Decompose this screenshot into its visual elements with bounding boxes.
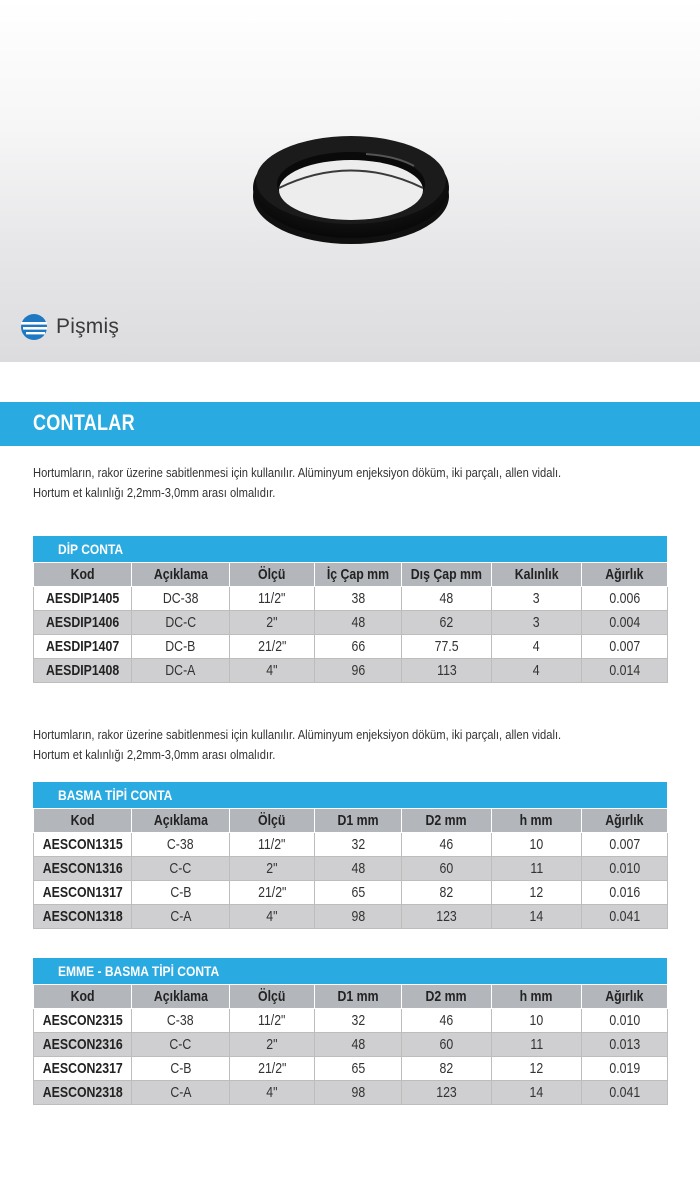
column-header: h mm — [492, 809, 582, 833]
table-cell: 11 — [492, 1033, 582, 1057]
table-cell: 4 — [492, 635, 582, 659]
table-cell: 21/2" — [230, 1057, 315, 1081]
product-code: AESCON1318 — [34, 905, 132, 929]
section-title: CONTALAR — [33, 410, 135, 435]
table-title: BASMA TİPİ CONTA — [33, 782, 667, 808]
table-cell: 46 — [402, 833, 492, 857]
column-header: h mm — [492, 985, 582, 1009]
table-row — [34, 881, 668, 905]
table-cell: 0.004 — [582, 611, 668, 635]
table-cell: 48 — [315, 1033, 402, 1057]
table-cell: DC-C — [132, 611, 230, 635]
table-header-row — [34, 563, 668, 587]
table-cell: 12 — [492, 1057, 582, 1081]
column-header: D2 mm — [402, 809, 492, 833]
table-cell: 11/2" — [230, 1009, 315, 1033]
table-cell: 96 — [315, 659, 402, 683]
table-row — [34, 1057, 668, 1081]
product-code: AESDIP1406 — [34, 611, 132, 635]
product-code: AESDIP1407 — [34, 635, 132, 659]
product-code: AESDIP1405 — [34, 587, 132, 611]
table-row — [34, 857, 668, 881]
table-cell: C-B — [132, 1057, 230, 1081]
table-cell: 2" — [230, 1033, 315, 1057]
table-cell: 48 — [402, 587, 492, 611]
column-header: Kod — [34, 809, 132, 833]
table-cell: 0.014 — [582, 659, 668, 683]
table-cell: 82 — [402, 881, 492, 905]
table-cell: 0.016 — [582, 881, 668, 905]
table-cell: 32 — [315, 833, 402, 857]
table-cell: 32 — [315, 1009, 402, 1033]
table-cell: 4" — [230, 905, 315, 929]
table-row — [34, 1009, 668, 1033]
table-cell: 4" — [230, 1081, 315, 1105]
brand-name: Pişmiş — [56, 315, 120, 338]
column-header: D1 mm — [315, 809, 402, 833]
table-row — [34, 905, 668, 929]
table-cell: 98 — [315, 1081, 402, 1105]
table-title: DİP CONTA — [33, 536, 667, 562]
column-header: Ölçü — [230, 809, 315, 833]
table-row — [34, 833, 668, 857]
table-cell: 62 — [402, 611, 492, 635]
table-title: EMME - BASMA TİPİ CONTA — [33, 958, 667, 984]
table-cell: C-C — [132, 857, 230, 881]
table-cell: DC-A — [132, 659, 230, 683]
product-code: AESCON2315 — [34, 1009, 132, 1033]
table-cell: 12 — [492, 881, 582, 905]
product-code: AESCON2317 — [34, 1057, 132, 1081]
description-line: Hortumların, rakor üzerine sabitlenmesi için kullanılır. Alüminyum enjeksiyon döküm, iki parçalı, allen vidalı. — [33, 727, 562, 742]
table-cell: 38 — [315, 587, 402, 611]
table-cell: 77.5 — [402, 635, 492, 659]
table-cell: 65 — [315, 1057, 402, 1081]
product-hero — [0, 0, 700, 362]
table-cell: 0.010 — [582, 1009, 668, 1033]
table-cell: 0.019 — [582, 1057, 668, 1081]
product-table-emme-basma-tipi-conta — [33, 958, 667, 1105]
table-cell: C-38 — [132, 833, 230, 857]
table-cell: 123 — [402, 905, 492, 929]
table-cell: 65 — [315, 881, 402, 905]
pismis-logo-icon — [20, 313, 48, 341]
table-cell: 0.041 — [582, 1081, 668, 1105]
column-header: Ölçü — [230, 563, 315, 587]
table-cell: 21/2" — [230, 881, 315, 905]
table-cell: 113 — [402, 659, 492, 683]
table-cell: 60 — [402, 857, 492, 881]
table-cell: 14 — [492, 1081, 582, 1105]
column-header: Ağırlık — [582, 563, 668, 587]
product-code: AESCON2316 — [34, 1033, 132, 1057]
table-row — [34, 1081, 668, 1105]
column-header: Kod — [34, 563, 132, 587]
column-header: Ölçü — [230, 985, 315, 1009]
table-cell: 0.010 — [582, 857, 668, 881]
column-header: Kalınlık — [492, 563, 582, 587]
rubber-gasket-icon — [246, 118, 456, 248]
table-cell: C-A — [132, 1081, 230, 1105]
table-cell: 11/2" — [230, 587, 315, 611]
column-header: Ağırlık — [582, 985, 668, 1009]
table-cell: 0.013 — [582, 1033, 668, 1057]
product-table-dip-conta — [33, 536, 667, 683]
product-table-basma-tipi-conta — [33, 782, 667, 929]
section-banner — [0, 402, 700, 446]
table-cell: 66 — [315, 635, 402, 659]
column-header: Ağırlık — [582, 809, 668, 833]
table-row — [34, 1033, 668, 1057]
table-cell: 14 — [492, 905, 582, 929]
spec-table — [33, 562, 668, 683]
product-code: AESCON2318 — [34, 1081, 132, 1105]
brand-logo — [20, 312, 119, 342]
table-header-row — [34, 985, 668, 1009]
table-cell: 10 — [492, 1009, 582, 1033]
table-cell: DC-38 — [132, 587, 230, 611]
product-code: AESDIP1408 — [34, 659, 132, 683]
table-cell: DC-B — [132, 635, 230, 659]
table-cell: 3 — [492, 587, 582, 611]
table-cell: 2" — [230, 857, 315, 881]
table-cell: 46 — [402, 1009, 492, 1033]
table-cell: C-38 — [132, 1009, 230, 1033]
table-cell: C-C — [132, 1033, 230, 1057]
table-cell: 2" — [230, 611, 315, 635]
table-cell: 11 — [492, 857, 582, 881]
spec-table — [33, 808, 668, 929]
table-cell: C-A — [132, 905, 230, 929]
description-line: Hortumların, rakor üzerine sabitlenmesi için kullanılır. Alüminyum enjeksiyon döküm, iki parçalı, allen vidalı. — [33, 465, 562, 480]
column-header: Dış Çap mm — [402, 563, 492, 587]
table-cell: 60 — [402, 1033, 492, 1057]
table-cell: 4 — [492, 659, 582, 683]
description-line: Hortum et kalınlığı 2,2mm-3,0mm arası olmalıdır. — [33, 485, 276, 500]
product-code: AESCON1316 — [34, 857, 132, 881]
table-cell: 11/2" — [230, 833, 315, 857]
column-header: D1 mm — [315, 985, 402, 1009]
product-code: AESCON1315 — [34, 833, 132, 857]
column-header: Açıklama — [132, 985, 230, 1009]
table-row — [34, 611, 668, 635]
description-line: Hortum et kalınlığı 2,2mm-3,0mm arası olmalıdır. — [33, 747, 276, 762]
table-cell: 98 — [315, 905, 402, 929]
table-cell: 48 — [315, 857, 402, 881]
table-cell: 3 — [492, 611, 582, 635]
table-row — [34, 635, 668, 659]
column-header: D2 mm — [402, 985, 492, 1009]
product-code: AESCON1317 — [34, 881, 132, 905]
spec-table — [33, 984, 668, 1105]
table-cell: 123 — [402, 1081, 492, 1105]
column-header: Açıklama — [132, 563, 230, 587]
table-cell: 0.006 — [582, 587, 668, 611]
table-cell: 82 — [402, 1057, 492, 1081]
table-header-row — [34, 809, 668, 833]
description-block — [33, 725, 583, 765]
table-row — [34, 587, 668, 611]
table-cell: 0.007 — [582, 833, 668, 857]
description-block — [33, 463, 583, 503]
column-header: İç Çap mm — [315, 563, 402, 587]
table-cell: C-B — [132, 881, 230, 905]
table-cell: 0.041 — [582, 905, 668, 929]
table-cell: 0.007 — [582, 635, 668, 659]
column-header: Kod — [34, 985, 132, 1009]
column-header: Açıklama — [132, 809, 230, 833]
table-cell: 21/2" — [230, 635, 315, 659]
table-cell: 48 — [315, 611, 402, 635]
table-row — [34, 659, 668, 683]
table-cell: 4" — [230, 659, 315, 683]
table-cell: 10 — [492, 833, 582, 857]
